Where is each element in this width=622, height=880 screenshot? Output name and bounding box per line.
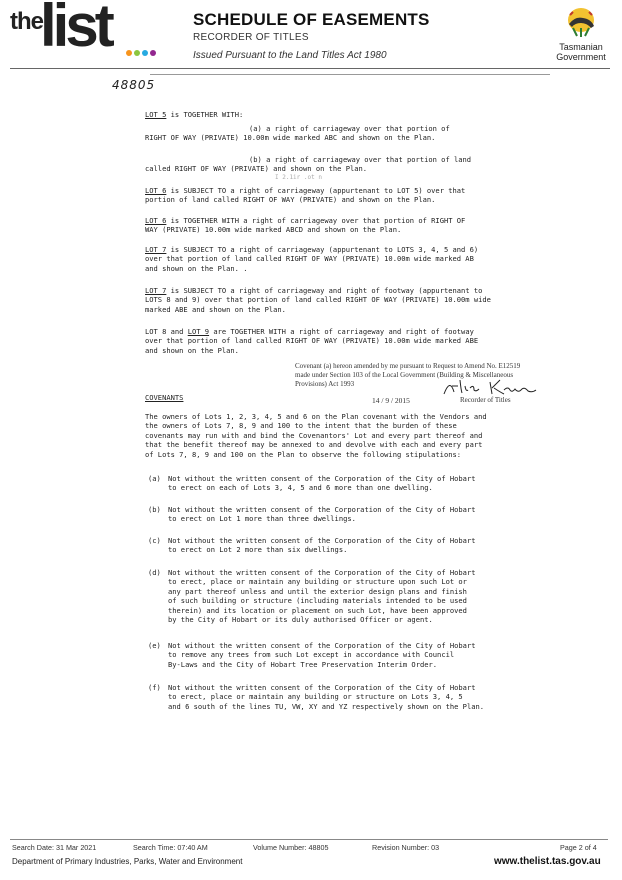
text-line: Not without the written consent of the Corporation of the City of Hobart — [168, 683, 476, 692]
covenant-item — [148, 568, 476, 624]
covenant-item — [148, 683, 484, 711]
search-time: Search Time: 07:40 AM — [133, 843, 208, 852]
amendment-date: 14 / 9 / 2015 — [372, 396, 410, 405]
lot-ref: LOT 6 — [145, 216, 167, 225]
text-line: and shown on the Plan. . — [145, 263, 248, 273]
text-line: the owners of Lots 7, 8, 9 and 100 to the intent that the burden of these — [145, 421, 457, 431]
thelist-logo — [10, 0, 150, 64]
lot-ref: LOT 8 — [145, 327, 167, 336]
text-line: over that portion of land called RIGHT OF WAY (PRIVATE) 10.00m wide marked ABE — [145, 336, 479, 346]
text-line: portion of land called RIGHT OF WAY (PRIVATE) and shown on the Plan. — [145, 195, 436, 205]
lot-ref: LOT 9 — [187, 327, 210, 336]
schedule-title: SCHEDULE OF EASEMENTS — [193, 10, 430, 29]
lot-ref: LOT 7 — [145, 245, 167, 254]
text-line: Not without the written consent of the Corporation of the City of Hobart — [168, 568, 476, 577]
tasmanian-tiger-crest-icon — [561, 6, 601, 42]
covenants-heading: COVENANTS — [145, 393, 184, 402]
header-rule — [10, 68, 610, 69]
text-line: that the benefit thereof may be annexed to and devolve with each and every part — [145, 440, 483, 450]
paragraph-lot7-subject — [145, 245, 478, 273]
text-line: The owners of Lots 1, 2, 3, 4, 5 and 6 on the Plan covenant with the Vendors and — [145, 412, 487, 421]
amendment-role: Recorder of Titles — [460, 396, 511, 404]
logo-dot — [150, 50, 156, 56]
text-line: is TOGETHER WITH: — [170, 110, 244, 119]
department-name: Department of Primary Industries, Parks, Water and Environment — [12, 857, 243, 866]
act-note: Issued Pursuant to the Land Titles Act 1980 — [193, 50, 387, 61]
recorder-subtitle: RECORDER OF TITLES — [193, 32, 309, 43]
covenant-label: (a) — [148, 474, 161, 483]
recorder-signature-icon — [442, 376, 542, 398]
text-line: is SUBJECT TO a right of carriageway (appurtenant to LOT 5) over that — [166, 186, 466, 195]
text-line: of Lots 7, 8, 9 and 100 on the Plan to observe the following stipulations: — [145, 449, 462, 459]
text-line: and shown on the Plan. — [145, 345, 239, 355]
text-line: are TOGETHER WITH a right of carriageway and right of footway — [209, 327, 474, 336]
covenant-item — [148, 641, 476, 669]
paragraph-lot8-9 — [145, 327, 478, 355]
text-line: by the City of Hobart or its duly authorised Officer or agent. — [168, 615, 433, 625]
logo-list: list — [40, 0, 111, 59]
revision-number: Revision Number: 03 — [372, 843, 440, 852]
text-line: to erect on Lot 2 more than six dwellings. — [168, 545, 348, 555]
footer-rule — [10, 839, 608, 840]
covenant-text — [168, 683, 484, 711]
covenant-text — [168, 641, 476, 669]
amend-line: Provisions) Act 1993 — [295, 380, 355, 388]
text-line: to erect on each of Lots 3, 4, 5 and 6 more than one dwelling. — [168, 483, 433, 493]
text-line: Not without the written consent of the Corporation of the City of Hobart — [168, 641, 476, 650]
text-line: is TOGETHER WITH a right of carriageway over that portion of RIGHT OF — [166, 216, 466, 225]
covenant-label: (f) — [148, 683, 161, 692]
search-date: Search Date: 31 Mar 2021 — [12, 843, 97, 852]
paragraph-lot7-footway — [145, 286, 491, 314]
covenant-text — [168, 505, 476, 524]
header-rule-2 — [150, 74, 550, 75]
text-line: RIGHT OF WAY (PRIVATE) 10.00m wide marked ABC and shown on the Plan. — [145, 133, 436, 143]
text-line: Not without the written consent of the Corporation of the City of Hobart — [168, 536, 476, 545]
covenant-item — [148, 505, 476, 524]
and-text: and — [166, 327, 188, 336]
text-line: (a) a right of carriageway over that portion of — [249, 124, 450, 133]
tasmanian-government-logo — [546, 6, 616, 66]
covenant-text — [168, 474, 476, 493]
faint-annotation: I 2.1ir .ot n — [275, 174, 322, 181]
covenant-label: (c) — [148, 536, 161, 545]
paragraph-lot5-a — [145, 124, 450, 143]
text-line: any part thereof unless and until the exterior design plans and finish — [168, 586, 467, 596]
text-line: LOTS 8 and 9) over that portion of land called RIGHT OF WAY (PRIVATE) 10.00m wide — [145, 295, 491, 305]
logo-dots — [126, 50, 156, 56]
paragraph-lot6-subject — [145, 186, 465, 205]
covenant-text — [168, 568, 476, 624]
logo-dot — [142, 50, 148, 56]
logo-dot — [134, 50, 140, 56]
website-link[interactable]: www.thelist.tas.gov.au — [494, 856, 601, 867]
volume-number: Volume Number: 48805 — [253, 843, 329, 852]
text-line: covenants may run with and bind the Covenantors' Lot and every part thereof and — [145, 430, 483, 440]
covenant-text — [168, 536, 476, 555]
handwritten-reference: 48805 — [112, 78, 156, 92]
text-line: over that portion of land called RIGHT OF WAY (PRIVATE) 10.00m wide marked AB — [145, 254, 474, 264]
text-line: to erect, place or maintain any building or structure on Lots 3, 4, 5 — [168, 692, 463, 702]
text-line: is SUBJECT TO a right of carriageway (appurtenant to LOTS 3, 4, 5 and 6) — [166, 245, 479, 254]
covenant-label: (b) — [148, 505, 161, 514]
gov-line-1: Tasmanian — [559, 42, 603, 52]
text-line: to erect on Lot 1 more than three dwellings. — [168, 514, 356, 524]
page-number: Page 2 of 4 — [560, 843, 597, 852]
text-line: called RIGHT OF WAY (PRIVATE) and shown on the Plan. — [145, 164, 368, 174]
text-line: therein) and its location or placement on such Lot, have been approved — [168, 605, 467, 615]
covenant-item — [148, 474, 476, 493]
lot-ref: LOT 6 — [145, 186, 167, 195]
paragraph-lot6-together — [145, 216, 465, 235]
text-line: Not without the written consent of the Corporation of the City of Hobart — [168, 474, 476, 483]
text-line: to erect, place or maintain any building or structure upon such Lot or — [168, 577, 467, 587]
text-line: marked ABE and shown on the Plan. — [145, 304, 286, 314]
text-line: is SUBJECT TO a right of carriageway and right of footway (appurtenant to — [166, 286, 483, 295]
amend-line: Covenant (a) hereon amended by me pursuant to Request to Amend No. E12519 — [295, 362, 521, 370]
text-line: By-Laws and the City of Hobart Tree Preservation Interim Order. — [168, 659, 438, 669]
lot-ref: LOT 7 — [145, 286, 167, 295]
covenant-item — [148, 536, 476, 555]
text-line: to remove any trees from such Lot except in accordance with Council — [168, 650, 455, 660]
covenant-label: (d) — [148, 568, 161, 577]
covenant-label: (e) — [148, 641, 161, 650]
lot-ref: LOT 5 — [145, 110, 167, 119]
text-line: and 6 south of the lines TU, VW, XY and YZ respectively shown on the Plan. — [168, 701, 485, 711]
covenants-intro — [145, 412, 487, 459]
text-line: (b) a right of carriageway over that portion of land — [249, 155, 472, 164]
text-line: of such building or structure (including materials intended to be used — [168, 596, 467, 606]
text-line: Not without the written consent of the Corporation of the City of Hobart — [168, 505, 476, 514]
text-line: WAY (PRIVATE) 10.00m wide marked ABCD and shown on the Plan. — [145, 225, 402, 235]
logo-dot — [126, 50, 132, 56]
gov-line-2: Government — [556, 52, 606, 62]
paragraph-lot5 — [145, 110, 243, 119]
amend-line: made under Section 103 of the Local Government (Building & Miscellaneous — [295, 371, 514, 379]
logo-the: the — [10, 8, 43, 35]
paragraph-lot5-b — [145, 155, 471, 174]
